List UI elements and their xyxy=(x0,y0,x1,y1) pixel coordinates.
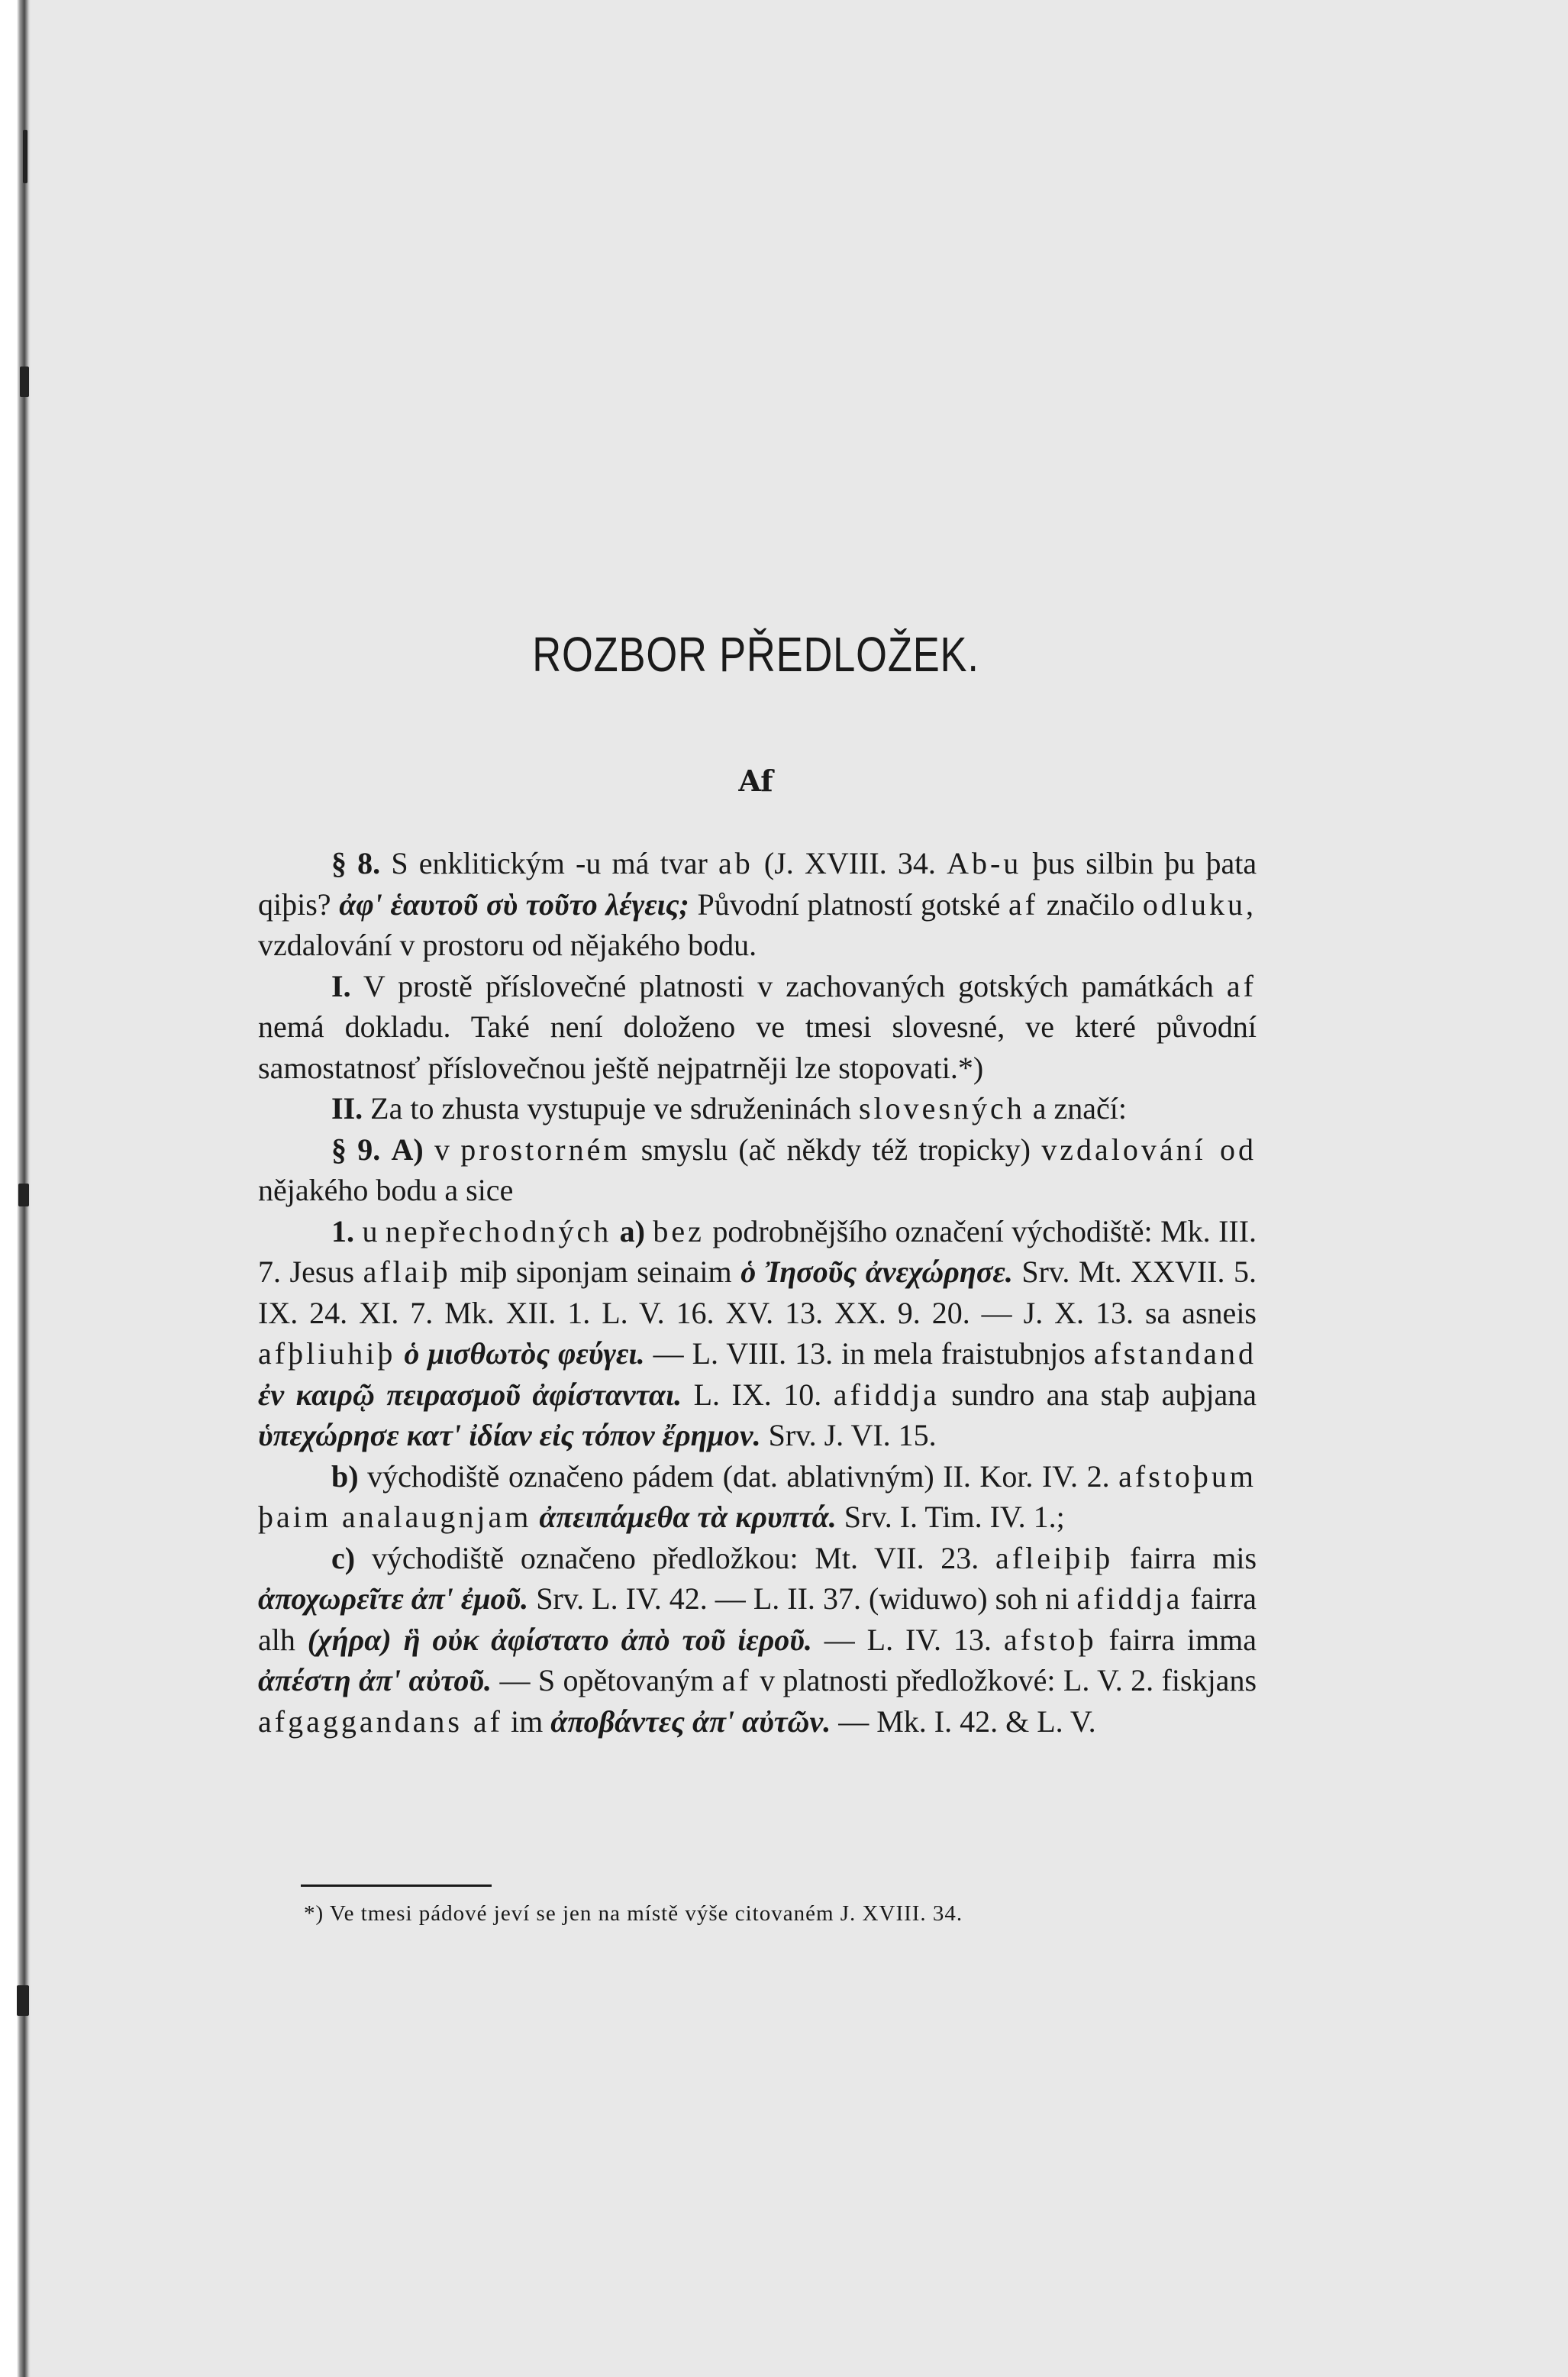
gothic-term: Ab-u xyxy=(947,846,1022,880)
text: Původní platností gotské xyxy=(697,887,1001,922)
text: vzdalování v prostoru od nějakého bodu. xyxy=(258,928,757,962)
gothic-term: aflaiþ xyxy=(363,1255,451,1289)
gothic-term: afþliuhiþ xyxy=(258,1336,396,1371)
greek-quote: ἀποβάντες ἀπ' αὐτῶν. xyxy=(550,1704,831,1739)
gothic-term: afiddja xyxy=(1076,1581,1183,1616)
section-number: § 8. xyxy=(331,846,381,880)
text: L. IX. 10. xyxy=(693,1377,822,1412)
greek-quote: ἀπειπάμεθα τὰ κρυπτά. xyxy=(539,1500,837,1534)
text: v platnosti předložkové: L. V. 2. fiskjans xyxy=(760,1663,1257,1697)
gothic-term: af xyxy=(721,1663,752,1697)
edge-mark xyxy=(18,1184,29,1206)
section-number: I. xyxy=(331,968,351,1003)
text: fairra mis xyxy=(1129,1540,1257,1575)
text: podrobnějšího označení východiště: Mk. III. 7. Jesus xyxy=(258,1213,1257,1289)
gothic-term: af xyxy=(1226,968,1257,1003)
greek-quote: ἐν καιρῷ πειρασμοῦ ἀφίστανται. xyxy=(258,1377,682,1412)
section-letter: c) xyxy=(331,1540,356,1575)
text: miþ siponjam seinaim xyxy=(460,1255,732,1289)
greek-quote: (χήρα) ἣ οὐκ ἀφίστατο ἀπὸ τοῦ ἱεροῦ. xyxy=(307,1622,812,1657)
gothic-term: þaim analaugnjam xyxy=(258,1500,532,1534)
text: u xyxy=(362,1213,378,1248)
section-letter: b) xyxy=(331,1458,359,1494)
text: Srv. I. Tim. IV. 1.; xyxy=(844,1500,1065,1534)
text: v xyxy=(434,1132,450,1167)
text: (J. XVIII. 34. xyxy=(763,846,936,880)
gothic-term: af xyxy=(1008,887,1039,922)
greek-quote: ὑπεχώρησε κατ' ἰδίαν εἰς τόπον ἔρημον. xyxy=(258,1418,761,1452)
text: smyslu (ač někdy též tropicky) xyxy=(640,1132,1031,1167)
paragraph xyxy=(258,1538,1257,1742)
text: východiště označeno pádem (dat. ablativným) II. Kor. IV. 2. xyxy=(367,1458,1110,1494)
emphasis: vzdalování od xyxy=(1041,1132,1257,1167)
gothic-term: afgaggandans af xyxy=(258,1704,503,1739)
text: sundro ana staþ auþjana xyxy=(951,1377,1257,1412)
text: značilo xyxy=(1046,887,1135,922)
edge-mark xyxy=(17,1985,29,2016)
emphasis: odluku, xyxy=(1142,887,1257,922)
text: Za to zhusta vystupuje ve sdruženinách xyxy=(370,1091,851,1126)
section-letter: A) xyxy=(391,1132,424,1167)
text: — L. IV. 13. xyxy=(824,1622,992,1657)
greek-quote: ὁ μισθωτὸς φεύγει. xyxy=(404,1336,645,1371)
paragraph xyxy=(258,1088,1257,1129)
section-number: 1. xyxy=(331,1213,354,1248)
greek-quote: ἀποχωρεῖτε ἀπ' ἐμοῦ. xyxy=(258,1581,529,1616)
gothic-term: ab xyxy=(718,846,753,880)
text: S enklitickým -u má tvar xyxy=(391,846,708,880)
paragraph xyxy=(258,1129,1257,1211)
body-text xyxy=(258,843,1257,1742)
text: — L. VIII. 13. in mela fraistubnjos xyxy=(653,1336,1086,1371)
section-number: § 9. xyxy=(331,1132,381,1167)
edge-mark xyxy=(20,367,29,397)
text: — Mk. I. 42. & L. V. xyxy=(838,1704,1096,1739)
paragraph xyxy=(258,843,1257,966)
greek-quote: ὁ Ἰησοῦς ἀνεχώρησε. xyxy=(740,1255,1013,1289)
section-letter: a) xyxy=(619,1213,645,1248)
text: Srv. L. IV. 42. — L. II. 37. (widuwo) soh ni xyxy=(536,1581,1070,1616)
text: V prostě příslovečné platnosti v zachovaných gotských památkách xyxy=(363,968,1214,1003)
paragraph xyxy=(258,1456,1257,1538)
text: — S opětovaným xyxy=(499,1663,715,1697)
gothic-term: afstoþum xyxy=(1118,1458,1257,1494)
paragraph xyxy=(258,966,1257,1089)
emphasis: bez xyxy=(653,1213,705,1248)
section-number: II. xyxy=(331,1091,363,1126)
greek-quote: ἀφ' ἑαυτοῦ σὺ τοῦτο λέγεις; xyxy=(339,887,689,922)
text: nemá dokladu. Také není doloženo ve tmesi slovesné, ve které původní samostatnosť příslovečnou ještě nejpatrněji lze stopovati.*) xyxy=(258,1009,1257,1085)
text: im xyxy=(510,1704,544,1739)
page-title: ROZBOR PŘEDLOŽEK. xyxy=(532,627,979,682)
emphasis: nepřechodných xyxy=(385,1213,612,1248)
text: východiště označeno předložkou: Mt. VII. 23. xyxy=(371,1540,979,1575)
text: a značí: xyxy=(1032,1091,1127,1126)
gothic-term: afiddja xyxy=(833,1377,940,1412)
gothic-term: afstoþ xyxy=(1003,1622,1097,1657)
footnote: *) Ve tmesi pádové jeví se jen na místě výše citovaném J. XVIII. 34. xyxy=(304,1901,963,1926)
footnote-rule xyxy=(301,1884,492,1887)
greek-quote: ἀπέστη ἀπ' αὐτοῦ. xyxy=(258,1663,492,1697)
emphasis: slovesných xyxy=(858,1091,1025,1126)
text: Srv. Mt. XXVII. 5. IX. 24. XI. 7. Mk. XII. 1. L. V. 16. XV. 13. XX. 9. 20. — J. X. 13. sa asneis xyxy=(258,1255,1257,1330)
gothic-term: afleiþiþ xyxy=(995,1540,1114,1575)
paragraph xyxy=(258,1211,1257,1456)
edge-mark xyxy=(23,130,27,183)
text: þus silbin þu þata qiþis? xyxy=(258,846,1257,922)
emphasis: prostorném xyxy=(460,1132,631,1167)
text: nějakého bodu a sice xyxy=(258,1173,514,1207)
text: fairra alh xyxy=(258,1581,1257,1657)
text: Srv. J. VI. 15. xyxy=(768,1418,937,1452)
section-heading: Af xyxy=(738,764,773,798)
gothic-term: afstandand xyxy=(1093,1336,1257,1371)
text: fairra imma xyxy=(1108,1622,1257,1657)
